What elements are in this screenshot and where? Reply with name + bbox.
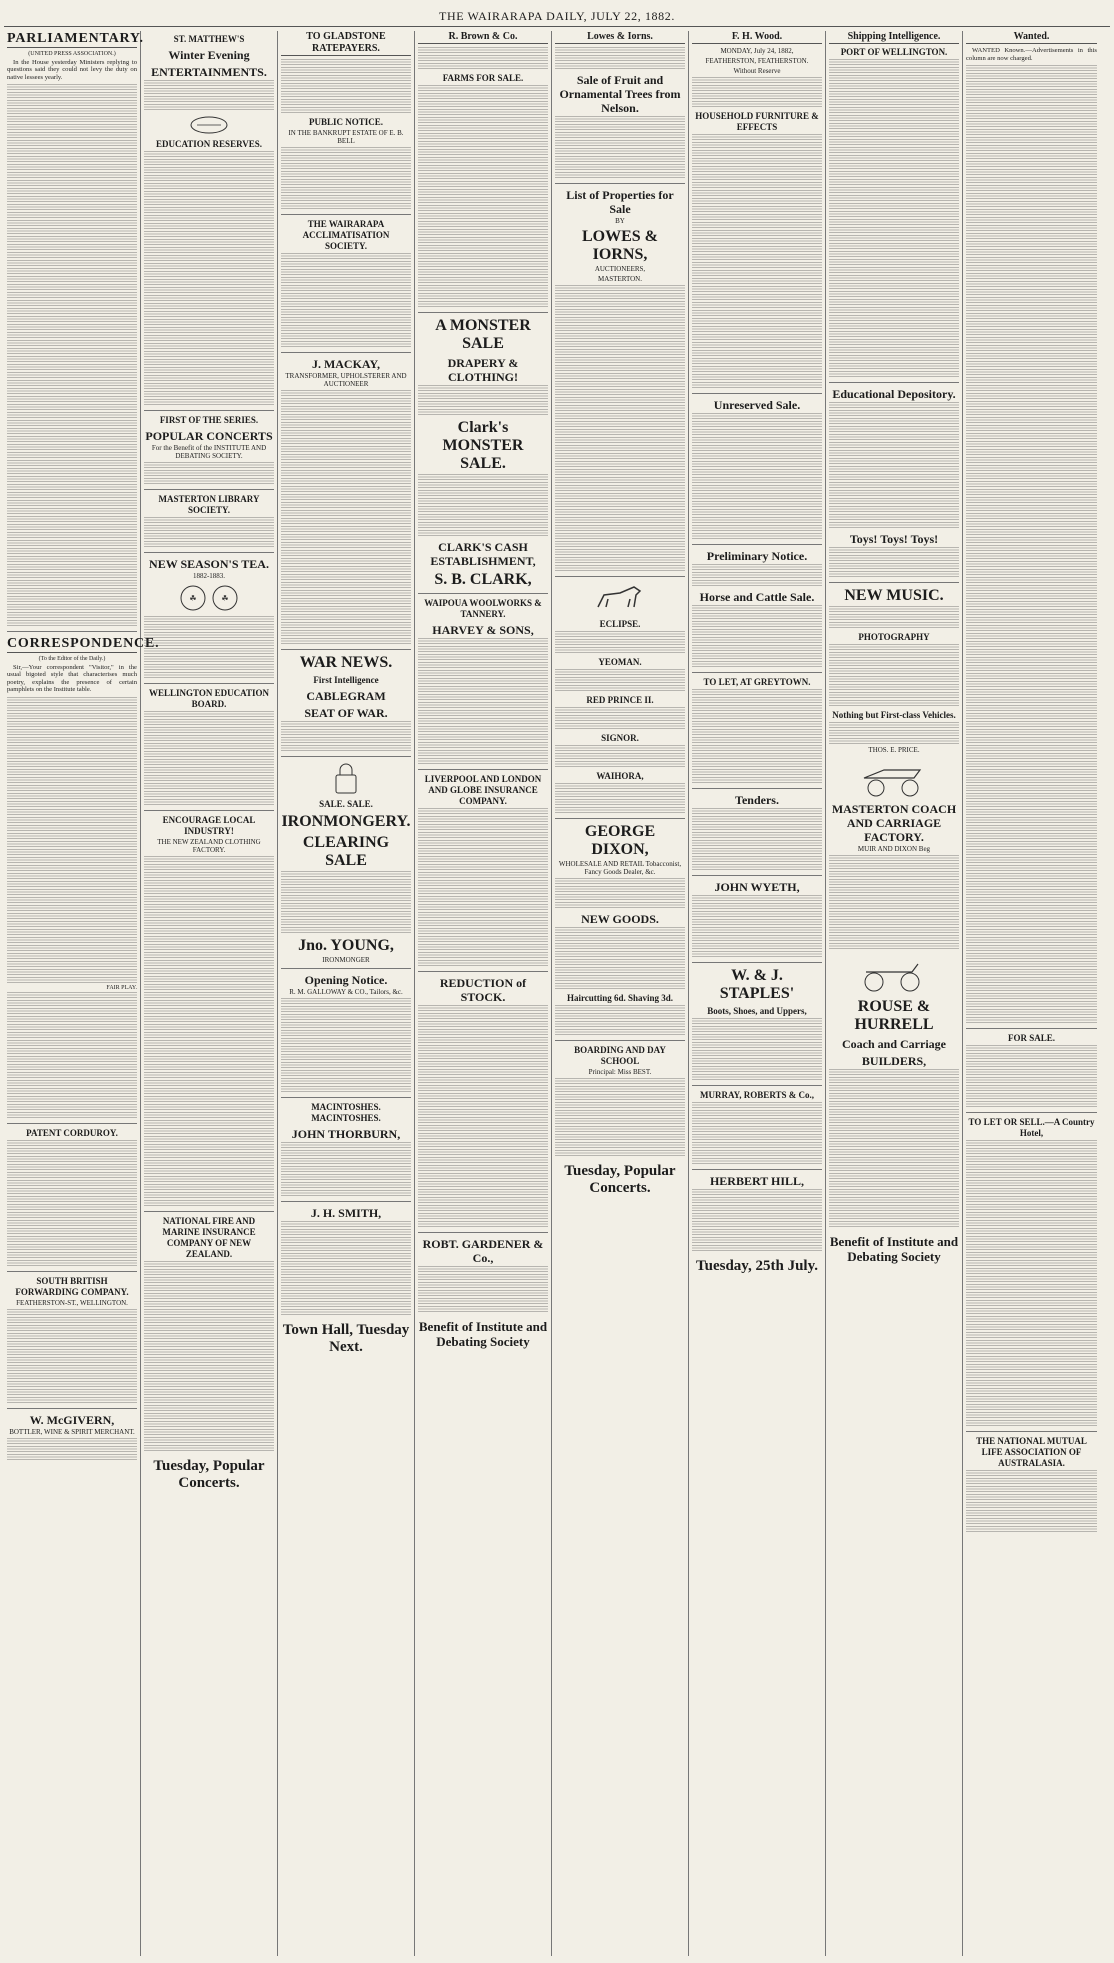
liverpool-insurance-title: LIVERPOOL AND LONDON AND GLOBE INSURANCE COMPANY. [424, 774, 542, 806]
editor-note: (To the Editor of the Daily.) [38, 656, 106, 662]
drapery-title: DRAPERY & CLOTHING! [447, 356, 519, 384]
svg-text:☘: ☘ [221, 594, 229, 603]
library-society-title: MASTERTON LIBRARY SOCIETY. [158, 494, 260, 515]
new-music-title: NEW MUSIC. [844, 587, 944, 604]
thorburn-title: JOHN THORBURN, [291, 1127, 401, 1141]
column-8 [963, 31, 1100, 1956]
boarding-school-title: BOARDING AND DAY SCHOOL [574, 1045, 666, 1066]
gladstone-ratepayers-header: TO GLADSTONE RATEPAYERS. [281, 31, 411, 56]
column-7 [826, 31, 963, 1956]
wyeth-title: JOHN WYETH, [714, 880, 800, 894]
builders-title: BUILDERS, [861, 1054, 927, 1068]
properties-by: BY [615, 217, 625, 225]
clarks-cash-title: CLARK'S CASH ESTABLISHMENT, [430, 540, 536, 568]
st-matthews-header: ST. MATTHEW'S [173, 34, 245, 44]
horse-cattle-title: Horse and Cattle Sale. [699, 590, 815, 604]
town-sub: MASTERTON. [598, 275, 642, 283]
coach-carriage-title: Coach and Carriage [842, 1037, 946, 1051]
column-3 [278, 31, 415, 1956]
waipoua-title: WAIPOUA WOOLWORKS & TANNERY. [424, 598, 542, 619]
unreserved-sale-title: Unreserved Sale. [713, 398, 801, 412]
clark-name: S. B. CLARK, [434, 571, 532, 588]
col2-footer: Tuesday, Popular Concerts. [153, 1458, 265, 1491]
without-reserve: Without Reserve [733, 67, 781, 75]
section-header-correspondence: CORRESPONDENCE. [7, 636, 160, 651]
ironmongery-title: IRONMONGERY. [281, 813, 411, 830]
dixon-sub: WHOLESALE AND RETAIL Tobacconist, Fancy Goods Dealer, &c. [558, 860, 682, 876]
mackay-sub: TRANSFORMER, UPHOLSTERER AND AUCTIONEER [285, 372, 407, 388]
education-reserves-title: EDUCATION RESERVES. [155, 139, 263, 149]
seat-of-war-title: SEAT OF WAR. [304, 706, 388, 720]
waihora-title: WAIHORA, [596, 771, 644, 781]
tenders-title: Tenders. [735, 793, 779, 807]
section-header-parliamentary: PARLIAMENTARY. [7, 31, 144, 46]
farms-for-sale-title: FARMS FOR SALE. [442, 73, 524, 83]
sale-sale-title: SALE. SALE. [319, 799, 373, 809]
column-2 [141, 31, 278, 1956]
col4-footer: Benefit of Institute and Debating Society [418, 1319, 548, 1349]
column-5 [552, 31, 689, 1956]
auctioneers-sub: AUCTIONEERS, [594, 265, 646, 273]
col6-footer: Tuesday, 25th July. [696, 1258, 818, 1274]
war-news-title: WAR NEWS. [299, 654, 393, 671]
young-title: Jno. YOUNG, [298, 937, 394, 954]
brown-header: R. Brown & Co. [418, 31, 548, 44]
principal-title: Principal: Miss BEST. [588, 1068, 652, 1076]
cablegram-title: CABLEGRAM [306, 689, 386, 703]
winter-evening-header: Winter Evening [168, 48, 250, 62]
column-6 [689, 31, 826, 1956]
clearing-sale-title: CLEARING SALE [302, 834, 390, 869]
mcgivern-ad: W. McGIVERN, [29, 1413, 115, 1427]
young-sub: IRONMONGER [322, 956, 370, 964]
port-title: PORT OF WELLINGTON. [840, 47, 948, 57]
columns [4, 31, 1110, 1956]
popular-concerts-sub: For the Benefit of the INSTITUTE AND DEBATING SOCIETY. [151, 444, 267, 460]
entertainments-header: ENTERTAINMENTS. [151, 65, 267, 79]
lowes-iorns-header: Lowes & Iorns. [555, 31, 685, 44]
rouse-hurrell-title: ROUSE & HURRELL [854, 998, 934, 1033]
smith-title: J. H. SMITH, [310, 1206, 382, 1220]
clarks-monster-title: Clark's MONSTER SALE. [442, 419, 524, 472]
column-1 [4, 31, 160, 1956]
for-sale-title: FOR SALE. [1007, 1033, 1055, 1043]
haircutting-title: Haircutting 6d. Shaving 3d. [566, 993, 674, 1003]
eclipse-title: ECLIPSE. [599, 619, 641, 629]
public-notice-title: PUBLIC NOTICE. [308, 117, 383, 127]
col5-footer: Tuesday, Popular Concerts. [564, 1163, 676, 1196]
staples-title: W. & J. STAPLES' [719, 967, 795, 1002]
col3-footer: Town Hall, Tuesday Next. [282, 1322, 410, 1355]
opening-notice-title: Opening Notice. [304, 973, 388, 987]
mackay-title: J. MACKAY, [311, 357, 381, 371]
first-intelligence: First Intelligence [313, 675, 379, 685]
signature: FAIR PLAY. [106, 984, 137, 991]
murray-roberts-title: MURRAY, ROBERTS & Co., [699, 1090, 815, 1100]
carriage-icon [829, 758, 959, 798]
preliminary-notice-title: Preliminary Notice. [706, 549, 808, 563]
crest-icon [144, 115, 274, 135]
sale-date: MONDAY, July 24, 1882, [720, 47, 794, 55]
corduroy-ad-title: PATENT CORDUROY. [26, 1128, 118, 1138]
wanted-header: Wanted. [966, 31, 1097, 44]
lock-emblem-icon [281, 761, 411, 795]
signor-title: SIGNOR. [601, 733, 639, 743]
acclimatisation-society: THE WAIRARAPA ACCLIMATISATION SOCIETY. [302, 219, 390, 251]
forwarding-company-ad: SOUTH BRITISH FORWARDING COMPANY. [15, 1276, 129, 1297]
buggy-icon [829, 954, 959, 994]
national-mutual-title: THE NATIONAL MUTUAL LIFE ASSOCIATION OF AUSTRALASIA. [976, 1436, 1087, 1468]
dixon-title: GEORGE DIXON, [584, 823, 656, 858]
clothing-factory-title: THE NEW ZEALAND CLOTHING FACTORY. [157, 838, 261, 854]
new-season-tea-title: NEW SEASON'S TEA. [149, 557, 269, 571]
bankrupt-estate-title: IN THE BANKRUPT ESTATE OF E. B. BELL [288, 129, 404, 145]
macintoshes-title: MACINTOSHES. MACINTOSHES. [311, 1102, 381, 1123]
muir-dixon: MUIR AND DIXON Beg [857, 845, 931, 853]
svg-text:☘: ☘ [189, 594, 197, 603]
location-title: FEATHERSTON, FEATHERSTON. [705, 57, 809, 65]
encourage-industry-title: ENCOURAGE LOCAL INDUSTRY! [162, 815, 256, 836]
tailors-title: R. M. GALLOWAY & CO., Tailors, &c. [289, 988, 403, 996]
photography-title: PHOTOGRAPHY [858, 632, 930, 642]
red-prince-title: RED PRINCE II. [586, 695, 654, 705]
wood-header: F. H. Wood. [692, 31, 822, 44]
new-season-tea-years: 1882-1883. [192, 572, 226, 580]
monster-sale-title: A MONSTER SALE [435, 317, 531, 352]
first-of-series: FIRST OF THE SERIES. [159, 415, 259, 425]
shipping-header: Shipping Intelligence. [829, 31, 959, 44]
col7-footer: Benefit of Institute and Debating Society [829, 1234, 959, 1264]
masterton-coach-title: MASTERTON COACH AND CARRIAGE FACTORY. [831, 802, 957, 844]
horse-icon [555, 581, 685, 615]
parliament-paragraph: In the House yesterday Ministers replying to questions said they could not levy the duty on native lessees yearly. [7, 58, 137, 81]
column-4 [415, 31, 552, 1956]
lowes-iorns-title: LOWES & IORNS, [581, 228, 658, 263]
tea-stamp-icon [144, 584, 274, 612]
reduction-stock-title: REDUCTION of STOCK. [439, 976, 527, 1004]
staples-sub: Boots, Shoes, and Uppers, [707, 1006, 807, 1016]
first-class-vehicles: Nothing but First-class Vehicles. [832, 710, 956, 720]
price-signature: THOS. E. PRICE. [868, 746, 920, 754]
yeoman-title: YEOMAN. [598, 657, 642, 667]
new-goods-title: NEW GOODS. [581, 912, 659, 926]
mcgivern-ad-sub: BOTTLER, WINE & SPIRIT MERCHANT. [9, 1428, 135, 1436]
education-board-title: WELLINGTON EDUCATION BOARD. [149, 688, 269, 709]
popular-concerts-title: POPULAR CONCERTS [145, 429, 273, 443]
harvey-title: HARVEY & SONS, [432, 623, 534, 637]
fire-insurance-title: NATIONAL FIRE AND MARINE INSURANCE COMPANY OF NEW ZEALAND. [162, 1216, 256, 1259]
to-let-greytown-title: TO LET, AT GREYTOWN. [703, 677, 811, 687]
herbert-hill-title: HERBERT HILL, [709, 1174, 805, 1188]
properties-list-title: List of Properties for Sale [566, 188, 674, 216]
country-hotel-title: TO LET OR SELL.—A Country Hotel, [968, 1117, 1095, 1138]
fruit-trees-title: Sale of Fruit and Ornamental Trees from Nelson. [559, 73, 681, 115]
press-association-credit: (UNITED PRESS ASSOCIATION.) [28, 51, 116, 57]
forwarding-company-address: FEATHERSTON-ST., WELLINGTON. [16, 1299, 128, 1307]
gardener-title: ROBT. GARDENER & Co., [422, 1237, 544, 1265]
toys-title: Toys! Toys! Toys! [849, 532, 939, 546]
household-furniture-title: HOUSEHOLD FURNITURE & EFFECTS [695, 111, 819, 132]
wanted-known: WANTED Known.—Advertisements in this column are now charged. [966, 47, 1097, 62]
educational-depository-title: Educational Depository. [832, 387, 956, 401]
masthead: THE WAIRARAPA DAILY, JULY 22, 1882. [4, 6, 1110, 27]
correspondence-paragraph: Sir,—Your correspondent "Visitor," in the usual bigoted style that characterises much poetry, explains the presence of certain pamphlets on the Institute table. [7, 663, 137, 693]
